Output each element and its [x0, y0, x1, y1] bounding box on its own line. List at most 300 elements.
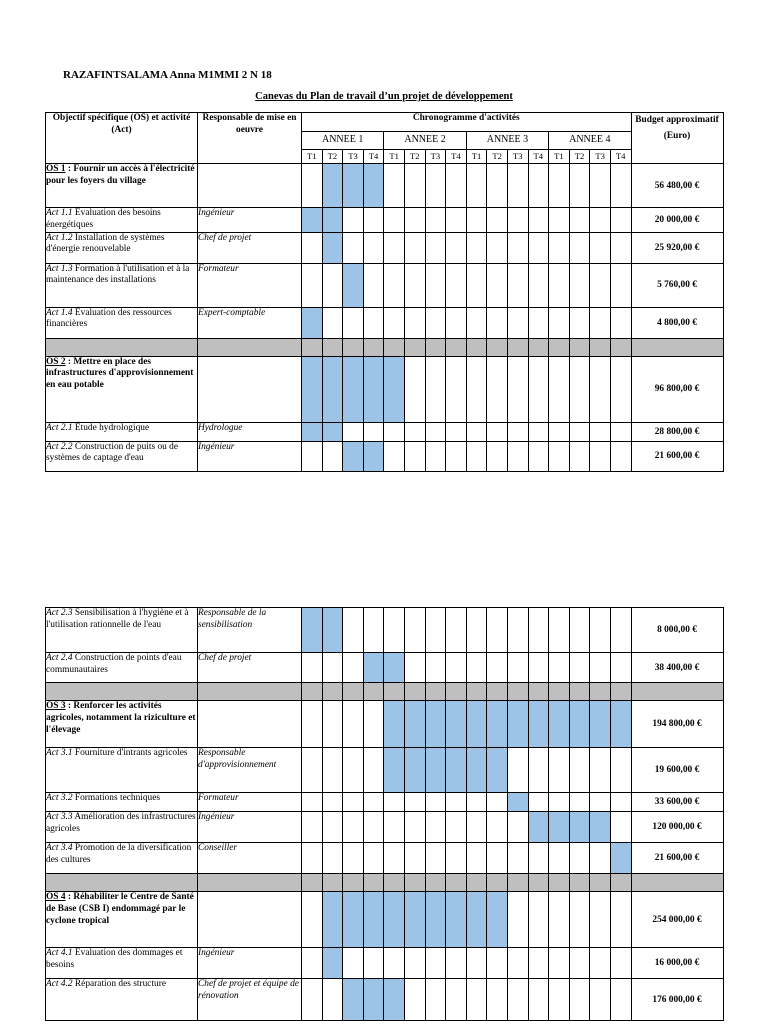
quarter-cell	[507, 422, 528, 441]
separator-cell	[404, 338, 425, 356]
quarter-cell	[507, 979, 528, 1021]
quarter-cell	[569, 232, 590, 263]
objective-label: : Renforcer les activités agricoles, notamment la riziculture et l'élevage	[46, 701, 196, 735]
responsible-cell	[198, 892, 302, 948]
quarter-cell	[590, 793, 611, 812]
separator-cell	[363, 683, 384, 701]
activity-row	[46, 793, 724, 812]
quarter-cell	[466, 793, 487, 812]
quarter-cell-active	[322, 164, 343, 208]
quarter-cell-active	[549, 701, 570, 748]
quarter-cell	[363, 793, 384, 812]
activity-code: Act 1.4	[46, 307, 73, 318]
quarter-cell	[302, 232, 323, 263]
quarter-cell	[322, 701, 343, 748]
quarter-cell	[610, 164, 631, 208]
quarter-cell	[549, 263, 570, 307]
quarter-cell	[528, 422, 549, 441]
separator-cell	[507, 338, 528, 356]
quarter-cell-active	[322, 608, 343, 653]
quarter-cell-active	[302, 608, 323, 653]
quarter-header: T2	[322, 150, 343, 164]
separator-cell	[425, 874, 446, 892]
quarter-cell	[569, 208, 590, 233]
responsible-cell	[198, 164, 302, 208]
separator-cell	[569, 338, 590, 356]
separator-cell	[631, 338, 723, 356]
quarter-cell	[302, 263, 323, 307]
responsible-cell: Expert-comptable	[198, 307, 302, 338]
quarter-cell	[343, 812, 364, 843]
quarter-cell	[466, 441, 487, 471]
activity-cell	[46, 422, 198, 441]
quarter-cell	[610, 307, 631, 338]
quarter-cell-active	[322, 948, 343, 979]
activity-cell	[46, 843, 198, 874]
quarter-cell	[446, 843, 467, 874]
separator-cell	[507, 874, 528, 892]
quarter-cell	[590, 263, 611, 307]
quarter-cell	[569, 793, 590, 812]
quarter-cell-active	[302, 208, 323, 233]
quarter-cell	[487, 263, 508, 307]
quarter-cell	[528, 843, 549, 874]
quarter-cell	[549, 164, 570, 208]
quarter-cell	[363, 208, 384, 233]
separator-cell	[446, 874, 467, 892]
quarter-cell	[507, 892, 528, 948]
budget-cell: 254 000,00 €	[631, 892, 723, 948]
quarter-cell-active	[363, 164, 384, 208]
quarter-cell	[610, 263, 631, 307]
activity-cell	[46, 307, 198, 338]
quarter-cell-active	[363, 979, 384, 1021]
quarter-cell-active	[446, 748, 467, 793]
quarter-cell	[528, 164, 549, 208]
quarter-cell-active	[590, 701, 611, 748]
budget-cell: 96 800,00 €	[631, 356, 723, 422]
quarter-cell	[549, 356, 570, 422]
separator-cell	[425, 338, 446, 356]
quarter-cell	[322, 653, 343, 683]
quarter-cell	[302, 843, 323, 874]
quarter-cell-active	[487, 892, 508, 948]
separator-cell	[46, 338, 198, 356]
quarter-cell	[446, 812, 467, 843]
quarter-cell	[384, 263, 405, 307]
quarter-cell	[384, 441, 405, 471]
quarter-cell	[528, 793, 549, 812]
quarter-cell-active	[384, 892, 405, 948]
quarter-cell	[343, 701, 364, 748]
quarter-cell	[425, 653, 446, 683]
activity-code: Act 3.2	[46, 793, 73, 803]
quarter-cell	[528, 356, 549, 422]
objective-label: : Mettre en place des infrastructures d'approvisionnement en eau potable	[46, 356, 194, 390]
separator-row	[46, 338, 724, 356]
activity-cell	[46, 812, 198, 843]
quarter-cell	[569, 422, 590, 441]
quarter-header: T3	[507, 150, 528, 164]
quarter-cell-active	[384, 701, 405, 748]
quarter-cell-active	[507, 701, 528, 748]
separator-cell	[610, 874, 631, 892]
quarter-cell	[404, 263, 425, 307]
quarter-cell-active	[610, 843, 631, 874]
quarter-cell-active	[384, 748, 405, 793]
quarter-cell-active	[302, 356, 323, 422]
separator-cell	[322, 338, 343, 356]
separator-cell	[487, 874, 508, 892]
quarter-cell	[404, 843, 425, 874]
quarter-cell	[507, 948, 528, 979]
activity-label: Étude hydrologique	[72, 422, 150, 433]
quarter-cell	[322, 812, 343, 843]
quarter-cell	[549, 422, 570, 441]
quarter-cell-active	[302, 307, 323, 338]
quarter-cell	[384, 793, 405, 812]
separator-cell	[343, 683, 364, 701]
quarter-cell	[507, 441, 528, 471]
quarter-cell	[404, 979, 425, 1021]
quarter-cell	[384, 232, 405, 263]
quarter-cell	[363, 948, 384, 979]
quarter-cell-active	[487, 748, 508, 793]
activity-cell	[46, 948, 198, 979]
quarter-cell	[384, 164, 405, 208]
activity-cell	[46, 441, 198, 471]
quarter-cell	[384, 422, 405, 441]
quarter-cell	[302, 979, 323, 1021]
quarter-cell	[302, 653, 323, 683]
quarter-cell	[569, 263, 590, 307]
quarter-cell	[446, 422, 467, 441]
budget-cell: 33 600,00 €	[631, 793, 723, 812]
activity-cell	[46, 979, 198, 1021]
quarter-cell	[549, 793, 570, 812]
quarter-cell-active	[363, 892, 384, 948]
quarter-cell	[446, 263, 467, 307]
separator-cell	[549, 683, 570, 701]
quarter-cell	[425, 232, 446, 263]
objective-cell	[46, 356, 198, 422]
quarter-cell	[610, 653, 631, 683]
quarter-cell	[569, 164, 590, 208]
activity-row	[46, 232, 724, 263]
quarter-cell	[569, 608, 590, 653]
quarter-cell	[610, 793, 631, 812]
separator-cell	[466, 338, 487, 356]
quarter-cell	[425, 812, 446, 843]
quarter-cell	[466, 307, 487, 338]
quarter-cell	[404, 164, 425, 208]
quarter-cell	[507, 307, 528, 338]
quarter-cell	[487, 979, 508, 1021]
activity-label: Amélioration des infrastructures agricoles	[46, 812, 196, 834]
quarter-cell-active	[302, 422, 323, 441]
budget-column-header: Budget approximatif (Euro)	[631, 113, 723, 164]
quarter-cell-active	[425, 892, 446, 948]
quarter-cell	[466, 232, 487, 263]
quarter-cell	[569, 748, 590, 793]
budget-cell: 21 600,00 €	[631, 441, 723, 471]
budget-cell: 25 920,00 €	[631, 232, 723, 263]
quarter-cell-active	[507, 793, 528, 812]
activity-cell	[46, 608, 198, 653]
activity-cell	[46, 232, 198, 263]
quarter-cell	[446, 208, 467, 233]
separator-cell	[549, 874, 570, 892]
activity-code: Act 1.2	[46, 232, 73, 243]
quarter-cell	[590, 653, 611, 683]
quarter-cell	[549, 307, 570, 338]
quarter-cell	[487, 843, 508, 874]
quarter-cell	[590, 748, 611, 793]
quarter-cell	[425, 422, 446, 441]
quarter-cell	[425, 307, 446, 338]
activity-code: Act 4.2	[46, 979, 73, 989]
quarter-cell	[549, 843, 570, 874]
separator-cell	[343, 874, 364, 892]
quarter-cell	[569, 307, 590, 338]
quarter-header: T4	[446, 150, 467, 164]
quarter-cell	[384, 608, 405, 653]
quarter-cell	[302, 164, 323, 208]
quarter-cell	[549, 441, 570, 471]
quarter-cell	[590, 441, 611, 471]
quarter-cell	[466, 948, 487, 979]
quarter-cell-active	[384, 356, 405, 422]
quarter-cell	[322, 263, 343, 307]
quarter-cell	[446, 979, 467, 1021]
responsible-cell: Chef de projet	[198, 232, 302, 263]
quarter-cell	[404, 608, 425, 653]
quarter-cell	[343, 232, 364, 263]
quarter-cell-active	[322, 232, 343, 263]
quarter-cell	[425, 208, 446, 233]
quarter-header: T2	[404, 150, 425, 164]
budget-cell: 38 400,00 €	[631, 653, 723, 683]
year-header: ANNEE 4	[549, 132, 631, 150]
activity-label: Fourniture d'intrants agricoles	[72, 748, 188, 758]
separator-row	[46, 874, 724, 892]
quarter-cell	[610, 422, 631, 441]
quarter-cell	[487, 356, 508, 422]
quarter-cell	[610, 232, 631, 263]
quarter-cell	[590, 232, 611, 263]
table-body	[46, 608, 724, 1021]
chronogram-header: Chronogramme d'activités	[302, 113, 632, 132]
separator-cell	[198, 874, 302, 892]
work-plan-table-page-1	[45, 112, 724, 472]
table-header	[46, 113, 724, 164]
quarter-cell	[549, 653, 570, 683]
quarter-cell	[466, 979, 487, 1021]
quarter-cell	[528, 307, 549, 338]
quarter-cell	[425, 263, 446, 307]
quarter-cell	[404, 793, 425, 812]
responsible-column-header: Responsable de mise en oeuvre	[198, 113, 302, 164]
activity-cell	[46, 208, 198, 233]
quarter-cell	[425, 979, 446, 1021]
quarter-cell	[507, 232, 528, 263]
quarter-cell	[322, 979, 343, 1021]
quarter-cell	[404, 812, 425, 843]
quarter-cell	[549, 892, 570, 948]
separator-cell	[528, 683, 549, 701]
quarter-cell	[610, 812, 631, 843]
activity-row	[46, 307, 724, 338]
activity-row	[46, 263, 724, 307]
quarter-cell	[487, 441, 508, 471]
separator-cell	[363, 874, 384, 892]
quarter-cell	[487, 608, 508, 653]
separator-cell	[610, 338, 631, 356]
quarter-cell	[363, 422, 384, 441]
year-header: ANNEE 1	[302, 132, 384, 150]
separator-cell	[46, 683, 198, 701]
quarter-cell	[363, 748, 384, 793]
quarter-cell	[404, 232, 425, 263]
objective-cell	[46, 164, 198, 208]
quarter-cell	[487, 422, 508, 441]
quarter-cell	[590, 422, 611, 441]
quarter-cell	[590, 164, 611, 208]
quarter-cell	[384, 812, 405, 843]
quarter-cell	[466, 208, 487, 233]
responsible-cell: Chef de projet et équipe de rénovation	[198, 979, 302, 1021]
separator-cell	[446, 338, 467, 356]
responsible-cell: Chef de projet	[198, 653, 302, 683]
year-header: ANNEE 2	[384, 132, 466, 150]
quarter-cell-active	[343, 979, 364, 1021]
separator-cell	[590, 683, 611, 701]
quarter-cell	[507, 164, 528, 208]
separator-cell	[487, 338, 508, 356]
activity-row	[46, 979, 724, 1021]
separator-cell	[425, 683, 446, 701]
quarter-cell	[384, 843, 405, 874]
quarter-cell	[507, 653, 528, 683]
quarter-cell	[466, 812, 487, 843]
quarter-cell	[363, 232, 384, 263]
quarter-cell-active	[487, 701, 508, 748]
activity-cell	[46, 653, 198, 683]
activity-row	[46, 812, 724, 843]
quarter-cell	[528, 441, 549, 471]
activity-label: Réparation des structure	[72, 979, 167, 989]
separator-cell	[363, 338, 384, 356]
quarter-cell	[343, 793, 364, 812]
quarter-cell-active	[322, 356, 343, 422]
quarter-cell	[610, 356, 631, 422]
quarter-cell	[610, 979, 631, 1021]
year-header: ANNEE 3	[466, 132, 548, 150]
quarter-cell	[425, 608, 446, 653]
work-plan-table-page-2	[45, 607, 724, 1021]
quarter-cell	[446, 356, 467, 422]
objective-cell	[46, 701, 198, 748]
quarter-cell	[363, 701, 384, 748]
quarter-cell	[569, 653, 590, 683]
quarter-cell	[487, 948, 508, 979]
quarter-cell	[507, 812, 528, 843]
activity-label: Formations techniques	[72, 793, 161, 803]
quarter-cell	[404, 948, 425, 979]
quarter-cell-active	[384, 653, 405, 683]
separator-cell	[384, 683, 405, 701]
budget-cell: 16 000,00 €	[631, 948, 723, 979]
quarter-cell	[343, 748, 364, 793]
responsible-cell: Hydrologue	[198, 422, 302, 441]
separator-cell	[610, 683, 631, 701]
budget-cell: 194 800,00 €	[631, 701, 723, 748]
quarter-cell	[343, 307, 364, 338]
activity-row	[46, 441, 724, 471]
quarter-cell-active	[528, 812, 549, 843]
quarter-cell-active	[569, 701, 590, 748]
quarter-cell	[507, 208, 528, 233]
quarter-cell	[363, 263, 384, 307]
separator-cell	[198, 683, 302, 701]
quarter-cell	[528, 979, 549, 1021]
activity-code: Act 3.4	[46, 843, 73, 853]
quarter-cell	[487, 232, 508, 263]
quarter-cell-active	[363, 356, 384, 422]
quarter-cell	[322, 843, 343, 874]
quarter-cell	[528, 948, 549, 979]
quarter-cell	[363, 812, 384, 843]
separator-cell	[446, 683, 467, 701]
quarter-cell	[610, 208, 631, 233]
quarter-cell	[528, 263, 549, 307]
objective-code: OS 1	[46, 164, 66, 174]
responsible-cell: Ingénieur	[198, 948, 302, 979]
quarter-header: T1	[466, 150, 487, 164]
quarter-cell	[322, 307, 343, 338]
separator-cell	[322, 874, 343, 892]
quarter-cell	[322, 748, 343, 793]
quarter-cell	[404, 422, 425, 441]
activity-code: Act 2.1	[46, 422, 73, 433]
separator-cell	[384, 874, 405, 892]
responsible-cell: Formateur	[198, 793, 302, 812]
quarter-cell	[590, 979, 611, 1021]
objective-code: OS 3	[46, 701, 66, 711]
quarter-header: T4	[610, 150, 631, 164]
objective-cell	[46, 892, 198, 948]
quarter-cell	[590, 356, 611, 422]
objective-column-header: Objectif spécifique (OS) et activité (Act)	[46, 113, 198, 164]
objective-row	[46, 892, 724, 948]
quarter-cell	[466, 608, 487, 653]
quarter-header: T1	[384, 150, 405, 164]
responsible-cell	[198, 701, 302, 748]
quarter-header: T3	[343, 150, 364, 164]
quarter-cell-active	[404, 701, 425, 748]
quarter-cell	[569, 892, 590, 948]
activity-row	[46, 208, 724, 233]
quarter-header: T1	[302, 150, 323, 164]
separator-cell	[322, 683, 343, 701]
quarter-cell	[569, 441, 590, 471]
quarter-cell	[343, 422, 364, 441]
quarter-cell-active	[466, 748, 487, 793]
separator-cell	[302, 683, 323, 701]
quarter-cell-active	[322, 892, 343, 948]
quarter-cell	[507, 843, 528, 874]
quarter-cell	[466, 422, 487, 441]
